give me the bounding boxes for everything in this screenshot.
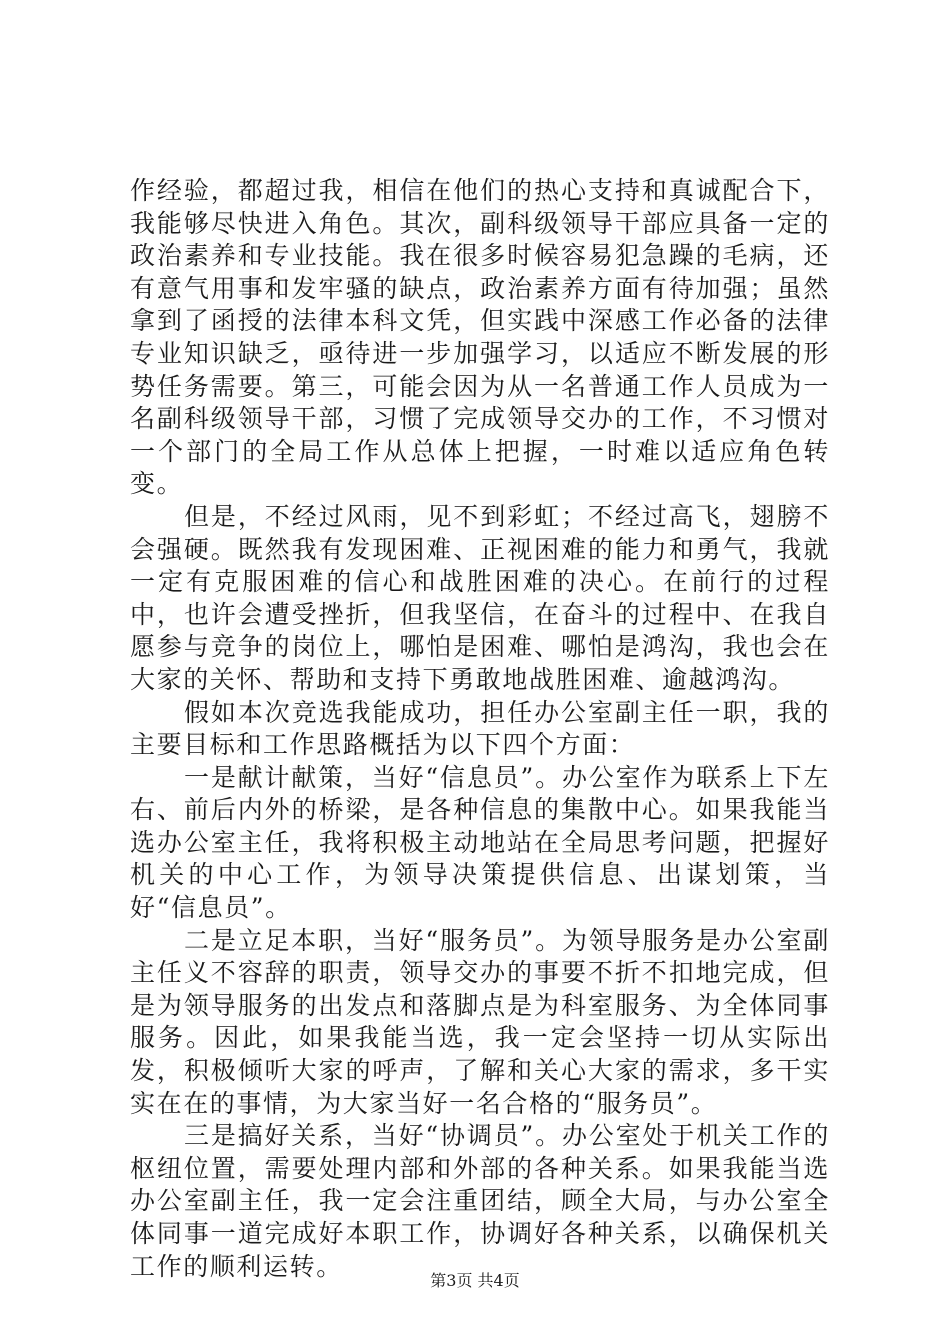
paragraph-3: 假如本次竞选我能成功，担任办公室副主任一职，我的主要目标和工作思路概括为以下四个方面： — [130, 697, 830, 760]
page-footer: 第3页 共4页 — [430, 1271, 520, 1290]
paragraph-1: 作经验，都超过我，相信在他们的热心支持和真诚配合下，我能够尽快进入角色。其次，副科级领导干部应具备一定的政治素养和专业技能。我在很多时候容易犯急躁的毛病，还有意气用事和发牢骚的缺点，政治素养方面有待加强；虽然拿到了函授的法律本科文凭，但实践中深感工作必备的法律专业知识缺乏，亟待进一步加强学习，以适应不断发展的形势任务需要。第三，可能会因为从一名普通工作人员成为一名副科级领导干部，习惯了完成领导交办的工作，不习惯对一个部门的全局工作从总体上把握，一时难以适应角色转变。 — [130, 176, 830, 499]
paragraph-5: 二是立足本职，当好“服务员”。为领导服务是办公室副主任义不容辞的职责，领导交办的事要不折不扣地完成，但是为领导服务的出发点和落脚点是为科室服务、为全体同事服务。因此，如果我能当选，我一定会坚持一切从实际出发，积极倾听大家的呼声，了解和关心大家的需求，多干实实在在的事情，为大家当好一名合格的“服务员”。 — [130, 925, 830, 1118]
document-body — [130, 175, 830, 1283]
paragraph-6: 三是搞好关系，当好“协调员”。办公室处于机关工作的枢纽位置，需要处理内部和外部的各种关系。如果我能当选办公室副主任，我一定会注重团结，顾全大局，与办公室全体同事一道完成好本职工作，协调好各种关系，以确保机关工作的顺利运转。 — [130, 1121, 830, 1281]
paragraph-2: 但是，不经过风雨，见不到彩虹；不经过高飞，翅膀不会强硬。既然我有发现困难、正视困难的能力和勇气，我就一定有克服困难的信心和战胜困难的决心。在前行的过程中，也许会遭受挫折，但我坚信，在奋斗的过程中、在我自愿参与竞争的岗位上，哪怕是困难、哪怕是鸿沟，我也会在大家的关怀、帮助和支持下勇敢地战胜困难、逾越鸿沟。 — [130, 501, 830, 694]
paragraph-4: 一是献计献策，当好“信息员”。办公室作为联系上下左右、前后内外的桥梁，是各种信息的集散中心。如果我能当选办公室主任，我将积极主动地站在全局思考问题，把握好机关的中心工作，为领导决策提供信息、出谋划策，当好“信息员”。 — [130, 762, 830, 923]
